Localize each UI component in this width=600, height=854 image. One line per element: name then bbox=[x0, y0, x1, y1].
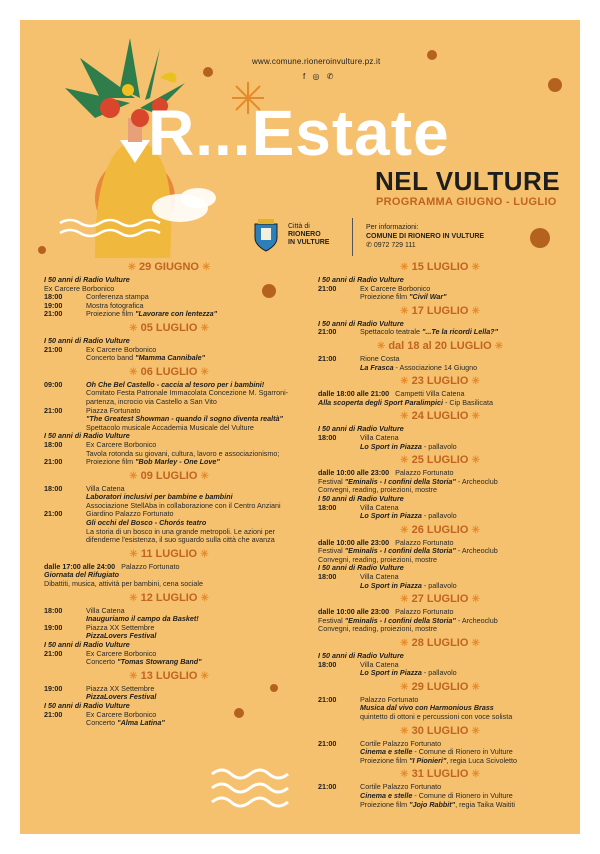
event-time: 18:00 bbox=[318, 572, 337, 582]
event-desc bbox=[360, 573, 562, 590]
event-place: Palazzo Fortunato bbox=[395, 537, 454, 547]
date-label: 24 LUGLIO bbox=[411, 410, 469, 423]
event-desc bbox=[86, 685, 294, 702]
event-text: Convegni, reading, proiezioni, mostre bbox=[318, 624, 438, 634]
city-name bbox=[288, 223, 329, 247]
event-desc bbox=[86, 407, 294, 433]
event-time: dalle 17:00 alle 24:00 bbox=[44, 561, 116, 571]
event-organizer: I 50 anni di Radio Vulture bbox=[318, 275, 404, 284]
star-icon: ✳ bbox=[200, 548, 209, 560]
event-time: 18:00 bbox=[44, 483, 63, 493]
event-organizer: I 50 anni di Radio Vulture bbox=[318, 563, 404, 573]
star-icon: ✳ bbox=[400, 305, 409, 317]
event-title: "Civil War" bbox=[409, 292, 447, 302]
date-label: 05 LUGLIO bbox=[140, 321, 198, 334]
event-organizer: I 50 anni di Radio Vulture bbox=[318, 493, 404, 503]
event-time: 21:00 bbox=[44, 709, 63, 719]
event-place: Villa Catena bbox=[360, 572, 399, 582]
event-place: Villa Catena bbox=[360, 432, 399, 442]
event-row bbox=[44, 293, 294, 302]
event-text: - Comune di Rionero in Vulture bbox=[412, 747, 513, 757]
event-row bbox=[318, 573, 562, 590]
main-title: R...Estate bbox=[148, 97, 450, 169]
event-text: Spettacolo musicale Accademia Musicale del Vulture bbox=[86, 422, 254, 432]
event-time: dalle 10:00 alle 23:00 bbox=[318, 537, 390, 547]
event-title: Lo Sport in Piazza bbox=[360, 441, 422, 451]
event-title: Lo Sport in Piazza bbox=[360, 580, 422, 590]
date-heading bbox=[318, 768, 562, 781]
date-label: 11 LUGLIO bbox=[140, 547, 198, 560]
info-block bbox=[366, 223, 484, 250]
info-org: COMUNE DI RIONERO IN VULTURE bbox=[366, 233, 485, 240]
event-time: 18:00 bbox=[44, 292, 63, 302]
event-time: 18:00 bbox=[318, 502, 337, 512]
event-desc bbox=[360, 783, 562, 809]
star-icon: ✳ bbox=[400, 455, 409, 467]
event-text: Festival bbox=[318, 476, 345, 486]
event-title: "Jojo Rabbit" bbox=[409, 799, 456, 809]
event-text: Concerto band bbox=[86, 353, 136, 363]
event-text: Proiezione film bbox=[86, 457, 136, 467]
event-text: Concerto bbox=[86, 718, 118, 728]
instagram-icon[interactable]: ◎ bbox=[312, 72, 320, 81]
event-place: Piazza Fortunato bbox=[86, 405, 141, 415]
date-label: 31 LUGLIO bbox=[411, 768, 469, 781]
date-heading bbox=[318, 305, 562, 318]
date-label: 09 LUGLIO bbox=[140, 469, 198, 482]
website-url[interactable]: www.comune.rioneroinvulture.pz.it bbox=[252, 57, 381, 66]
wave-decoration bbox=[210, 764, 290, 808]
event-time: 18:00 bbox=[44, 439, 63, 449]
event-desc bbox=[318, 399, 562, 408]
event-row bbox=[318, 285, 562, 302]
decor-dot bbox=[548, 78, 562, 92]
event-time: 09:00 bbox=[44, 379, 63, 389]
city-name-line: RIONERO bbox=[288, 231, 321, 238]
event-text: , regia Luca Scivoletto bbox=[446, 755, 518, 765]
event-title: "I Pionieri" bbox=[409, 755, 447, 765]
event-text: Comitato Festa Patronale Immacolata Concezione M. Sgarroni- partenza, incrocio via Castello a San Vito bbox=[86, 388, 289, 406]
event-text: quintetto di ottoni e percussioni con voce solista bbox=[360, 712, 513, 721]
event-title: Musica dal vivo con Harmonious Brass bbox=[360, 703, 494, 713]
event-text: Proiezione film bbox=[360, 799, 410, 809]
event-place: Palazzo Fortunato bbox=[395, 607, 454, 617]
date-heading bbox=[44, 366, 294, 379]
event-place: Ex Carcere Borbonico bbox=[360, 283, 431, 293]
event-place: Villa Catena bbox=[360, 502, 399, 512]
event-title: "Mamma Cannibale" bbox=[135, 353, 206, 363]
star-icon: ✳ bbox=[471, 594, 480, 606]
city-label: Città di bbox=[288, 223, 310, 230]
event-place: Piazza XX Settembre bbox=[86, 622, 155, 632]
facebook-icon[interactable]: f bbox=[303, 72, 306, 81]
event-row bbox=[44, 441, 294, 458]
star-icon: ✳ bbox=[471, 305, 480, 317]
event-title: PizzaLovers Festival bbox=[86, 692, 157, 702]
whatsapp-icon[interactable]: ✆ bbox=[326, 72, 334, 81]
event-title: "Eminalis - I confini della Storia" bbox=[344, 546, 456, 556]
event-desc bbox=[86, 711, 294, 728]
event-title: Giornata del Rifugiato bbox=[44, 570, 120, 580]
event-text: Concerto bbox=[86, 657, 118, 667]
event-row bbox=[44, 485, 294, 511]
star-icon: ✳ bbox=[471, 681, 480, 693]
event-title: Lo Sport in Piazza bbox=[360, 668, 422, 678]
event-row bbox=[318, 504, 562, 521]
event-place: Ex Carcere Borbonico bbox=[86, 344, 157, 354]
event-organizer: I 50 anni di Radio Vulture bbox=[44, 275, 130, 284]
star-icon: ✳ bbox=[129, 322, 138, 334]
date-label: 13 LUGLIO bbox=[140, 669, 198, 682]
event-text: Tavola rotonda su giovani, cultura, lavoro e associazionismo; bbox=[86, 448, 280, 458]
event-row bbox=[318, 696, 562, 722]
event-text: Convegni, reading, proiezioni, mostre bbox=[318, 554, 438, 564]
event-row bbox=[318, 328, 562, 337]
event-time: 21:00 bbox=[44, 309, 63, 319]
event-desc bbox=[86, 441, 294, 458]
event-title: Inauguriamo il campo da Basket! bbox=[86, 614, 199, 624]
event-text: - Archeoclub bbox=[455, 546, 498, 556]
date-label: 23 LUGLIO bbox=[411, 375, 469, 388]
event-row bbox=[44, 510, 294, 544]
date-label: 25 LUGLIO bbox=[411, 454, 469, 467]
star-icon: ✳ bbox=[129, 592, 138, 604]
date-heading bbox=[44, 261, 294, 274]
decor-dot bbox=[427, 50, 437, 60]
event-time: 18:00 bbox=[318, 659, 337, 669]
event-text: La storia di un bosco in una grande metropoli. Le azioni per difenderne l'esistenza, il suo sguardo sulla città che avanza bbox=[86, 526, 275, 545]
event-title: "Bob Marley - One Love" bbox=[135, 457, 220, 467]
star-icon: ✳ bbox=[471, 725, 480, 737]
event-row bbox=[44, 624, 294, 641]
event-time: 19:00 bbox=[44, 622, 63, 632]
star-icon: ✳ bbox=[471, 638, 480, 650]
event-title: "The Greatest Showman - quando il sogno diventa realtà" bbox=[86, 414, 283, 424]
event-place: Palazzo Fortunato bbox=[360, 694, 419, 704]
star-icon: ✳ bbox=[400, 681, 409, 693]
star-icon: ✳ bbox=[471, 376, 480, 388]
date-heading bbox=[318, 637, 562, 650]
date-label: 15 LUGLIO bbox=[411, 261, 469, 273]
date-heading bbox=[318, 340, 562, 353]
date-label: 17 LUGLIO bbox=[411, 304, 469, 317]
event-organizer: I 50 anni di Radio Vulture bbox=[44, 640, 130, 649]
event-place: Piazza XX Settembre bbox=[86, 683, 155, 693]
event-row bbox=[318, 434, 562, 451]
event-place: Ex Carcere Borbonico bbox=[86, 648, 157, 658]
event-time: 21:00 bbox=[318, 782, 337, 792]
date-label: 06 LUGLIO bbox=[140, 365, 198, 378]
event-text: Festival bbox=[318, 615, 345, 625]
date-heading bbox=[44, 470, 294, 483]
event-place: Rione Costa bbox=[360, 353, 400, 363]
schedule-right bbox=[318, 258, 562, 809]
date-heading bbox=[44, 670, 294, 683]
event-title: La Frasca bbox=[360, 362, 394, 372]
date-heading bbox=[318, 410, 562, 423]
event-place: Giardino Palazzo Fortunato bbox=[86, 509, 174, 519]
event-row bbox=[318, 783, 562, 809]
star-icon: ✳ bbox=[400, 638, 409, 650]
star-icon: ✳ bbox=[400, 769, 409, 781]
social-icons bbox=[303, 72, 338, 81]
event-row bbox=[44, 381, 294, 407]
event-title: "Lavorare con lentezza" bbox=[135, 309, 218, 319]
star-icon: ✳ bbox=[200, 366, 209, 378]
event-time: 21:00 bbox=[44, 457, 63, 467]
event-time: 19:00 bbox=[44, 683, 63, 693]
event-place: Cortile Palazzo Fortunato bbox=[360, 782, 442, 792]
event-desc bbox=[86, 607, 294, 624]
event-title: PizzaLovers Festival bbox=[86, 631, 157, 641]
date-heading bbox=[318, 524, 562, 537]
event-title: Alla scoperta degli Sport Paralimpici bbox=[318, 397, 444, 407]
decor-dot bbox=[530, 228, 550, 248]
star-icon: ✳ bbox=[129, 670, 138, 682]
divider bbox=[352, 218, 353, 256]
date-heading bbox=[318, 375, 562, 388]
event-text: - Cip Basilicata bbox=[443, 397, 493, 407]
star-icon: ✳ bbox=[200, 670, 209, 682]
date-heading bbox=[318, 593, 562, 606]
event-desc bbox=[86, 485, 294, 511]
event-organizer: I 50 anni di Radio Vulture bbox=[318, 651, 404, 661]
event-title: Laboratori inclusivi per bambine e bambini bbox=[86, 492, 233, 502]
event-desc bbox=[360, 434, 562, 451]
date-heading bbox=[44, 548, 294, 561]
event-row bbox=[44, 407, 294, 433]
event-place: Cortile Palazzo Fortunato bbox=[360, 738, 442, 748]
event-text: - Archeoclub bbox=[455, 615, 498, 625]
event-text: - Comune di Rionero in Vulture bbox=[412, 790, 513, 800]
event-text: Proiezione film bbox=[360, 755, 410, 765]
event-row bbox=[318, 355, 562, 372]
star-icon: ✳ bbox=[471, 769, 480, 781]
event-place: Villa Catena bbox=[360, 659, 399, 669]
star-icon: ✳ bbox=[494, 340, 504, 352]
info-phone[interactable] bbox=[366, 241, 484, 250]
date-label: dal 18 al 20 LUGLIO bbox=[388, 339, 492, 352]
star-icon: ✳ bbox=[129, 470, 138, 482]
star-icon: ✳ bbox=[376, 340, 386, 352]
event-title: "Eminalis - I confini della Storia" bbox=[344, 615, 456, 625]
event-time: 21:00 bbox=[44, 344, 63, 354]
star-icon: ✳ bbox=[400, 725, 409, 737]
event-time: dalle 10:00 alle 23:00 bbox=[318, 607, 390, 617]
star-icon: ✳ bbox=[200, 470, 209, 482]
event-title: Oh Che Bel Castello - caccia al tesoro per i bambini! bbox=[86, 379, 265, 389]
event-time: 21:00 bbox=[44, 405, 63, 415]
event-organizer: I 50 anni di Radio Vulture bbox=[44, 431, 130, 441]
event-text: Festival bbox=[318, 546, 345, 556]
event-organizer: I 50 anni di Radio Vulture bbox=[318, 318, 404, 328]
event-place: Ex Carcere Borbonico bbox=[86, 439, 157, 449]
star-icon: ✳ bbox=[200, 322, 209, 334]
event-desc bbox=[86, 346, 294, 363]
star-icon: ✳ bbox=[400, 411, 409, 423]
star-icon: ✳ bbox=[400, 594, 409, 606]
event-time: 21:00 bbox=[318, 283, 337, 293]
event-row bbox=[44, 711, 294, 728]
event-desc bbox=[360, 328, 562, 337]
event-text: - pallavolo bbox=[421, 441, 457, 451]
date-label: 27 LUGLIO bbox=[411, 593, 469, 606]
event-title: "Alma Latina" bbox=[117, 718, 165, 728]
event-desc bbox=[360, 696, 562, 722]
event-title: Lo Sport in Piazza bbox=[360, 511, 422, 521]
event-desc: Mostra fotografica bbox=[86, 300, 144, 310]
star-icon: ✳ bbox=[200, 592, 209, 604]
event-desc bbox=[86, 650, 294, 667]
event-place: Palazzo Fortunato bbox=[121, 561, 180, 571]
event-desc bbox=[360, 740, 562, 766]
date-heading bbox=[318, 725, 562, 738]
event-organizer: I 50 anni di Radio Vulture bbox=[318, 424, 404, 434]
date-heading bbox=[44, 322, 294, 335]
star-icon: ✳ bbox=[400, 262, 409, 273]
event-title: "...Te la ricordi Lella?" bbox=[421, 327, 498, 337]
event-time: 18:00 bbox=[44, 605, 63, 615]
event-time: 21:00 bbox=[44, 509, 63, 519]
event-row bbox=[44, 685, 294, 702]
info-label: Per informazioni: bbox=[366, 224, 419, 231]
city-name-line: IN VULTURE bbox=[288, 239, 330, 246]
event-time: 21:00 bbox=[318, 738, 337, 748]
event-time: 18:00 bbox=[318, 432, 337, 442]
event-title: "Tomas Stowrang Band" bbox=[117, 657, 202, 667]
date-label: 29 GIUGNO bbox=[139, 261, 199, 273]
event-desc bbox=[86, 310, 294, 319]
event-time: dalle 18:00 alle 21:00 bbox=[318, 389, 390, 399]
event-desc bbox=[86, 624, 294, 641]
event-time: dalle 10:00 alle 23:00 bbox=[318, 468, 390, 478]
event-place: Ex Carcere Borbonico bbox=[44, 283, 115, 293]
event-text: - Archeoclub bbox=[455, 476, 498, 486]
date-label: 12 LUGLIO bbox=[140, 591, 198, 604]
event-row bbox=[44, 458, 294, 467]
event-row bbox=[44, 310, 294, 319]
event-place: Villa Catena bbox=[86, 605, 125, 615]
event-time: 21:00 bbox=[318, 694, 337, 704]
star-icon: ✳ bbox=[471, 455, 480, 467]
event-row bbox=[318, 740, 562, 766]
poster bbox=[20, 20, 580, 834]
star-icon: ✳ bbox=[127, 262, 136, 273]
date-label: 28 LUGLIO bbox=[411, 637, 469, 650]
star-icon: ✳ bbox=[471, 411, 480, 423]
date-heading bbox=[44, 592, 294, 605]
event-text: Proiezione film bbox=[360, 292, 410, 302]
event-place: Palazzo Fortunato bbox=[395, 468, 454, 478]
event-text: Proiezione film bbox=[86, 309, 136, 319]
event-row bbox=[44, 650, 294, 667]
event-desc bbox=[360, 355, 562, 372]
event-text: Convegni, reading, proiezioni, mostre bbox=[318, 485, 438, 495]
date-label: 29 LUGLIO bbox=[411, 680, 469, 693]
event-title: "Eminalis - I confini della Storia" bbox=[344, 476, 456, 486]
event-row bbox=[318, 661, 562, 678]
event-desc bbox=[86, 381, 294, 407]
event-organizer: I 50 anni di Radio Vulture bbox=[44, 335, 130, 345]
event-text: - Associazione 14 Giugno bbox=[393, 362, 478, 372]
star-icon: ✳ bbox=[129, 548, 138, 560]
event-text: - pallavolo bbox=[421, 668, 457, 678]
date-label: 26 LUGLIO bbox=[411, 523, 469, 536]
event-desc bbox=[360, 661, 562, 678]
program-label: PROGRAMMA GIUGNO - LUGLIO bbox=[376, 196, 557, 208]
event-time: 21:00 bbox=[318, 353, 337, 363]
star-icon: ✳ bbox=[129, 366, 138, 378]
event-title: Cinema e stelle bbox=[360, 790, 413, 800]
event-text: Spettacolo teatrale bbox=[360, 327, 422, 337]
event-title: Gli occhi del Bosco - Chorós teatro bbox=[86, 518, 207, 528]
subtitle: NEL VULTURE bbox=[375, 166, 561, 196]
event-desc bbox=[360, 504, 562, 521]
star-icon: ✳ bbox=[471, 262, 480, 273]
phone-number: 0972 729 111 bbox=[373, 242, 416, 249]
event-title: Cinema e stelle bbox=[360, 747, 413, 757]
star-icon: ✳ bbox=[400, 524, 409, 536]
event-place: Ex Carcere Borbonico bbox=[86, 709, 157, 719]
city-crest-icon bbox=[252, 218, 280, 252]
event-text: , regia Taika Waititi bbox=[455, 799, 516, 809]
event-desc bbox=[360, 285, 562, 302]
event-time: 21:00 bbox=[318, 327, 337, 337]
event-text: Associazione StellAba in collaborazione con il Centro Anziani bbox=[86, 500, 281, 510]
date-label: 30 LUGLIO bbox=[411, 724, 469, 737]
event-text: - pallavolo bbox=[421, 580, 457, 590]
event-text: Dibattiti, musica, attività per bambini, cena sociale bbox=[44, 579, 203, 589]
phone-icon: ✆ bbox=[366, 242, 374, 249]
event-time: 21:00 bbox=[44, 648, 63, 658]
star-icon: ✳ bbox=[471, 524, 480, 536]
event-text: - pallavolo bbox=[421, 511, 457, 521]
event-place: Campetti Villa Catena bbox=[395, 389, 465, 399]
event-row bbox=[44, 346, 294, 363]
date-heading bbox=[318, 261, 562, 274]
event-time: 19:00 bbox=[44, 300, 63, 310]
date-heading bbox=[318, 681, 562, 694]
event-organizer: I 50 anni di Radio Vulture bbox=[44, 700, 130, 710]
star-icon: ✳ bbox=[202, 262, 211, 273]
star-icon: ✳ bbox=[400, 376, 409, 388]
event-row bbox=[44, 607, 294, 624]
event-desc bbox=[86, 458, 294, 467]
event-desc: Conferenza stampa bbox=[86, 292, 149, 302]
event-desc bbox=[86, 510, 294, 544]
event-place: Villa Catena bbox=[86, 483, 125, 493]
date-heading bbox=[318, 454, 562, 467]
schedule-left bbox=[44, 258, 294, 728]
